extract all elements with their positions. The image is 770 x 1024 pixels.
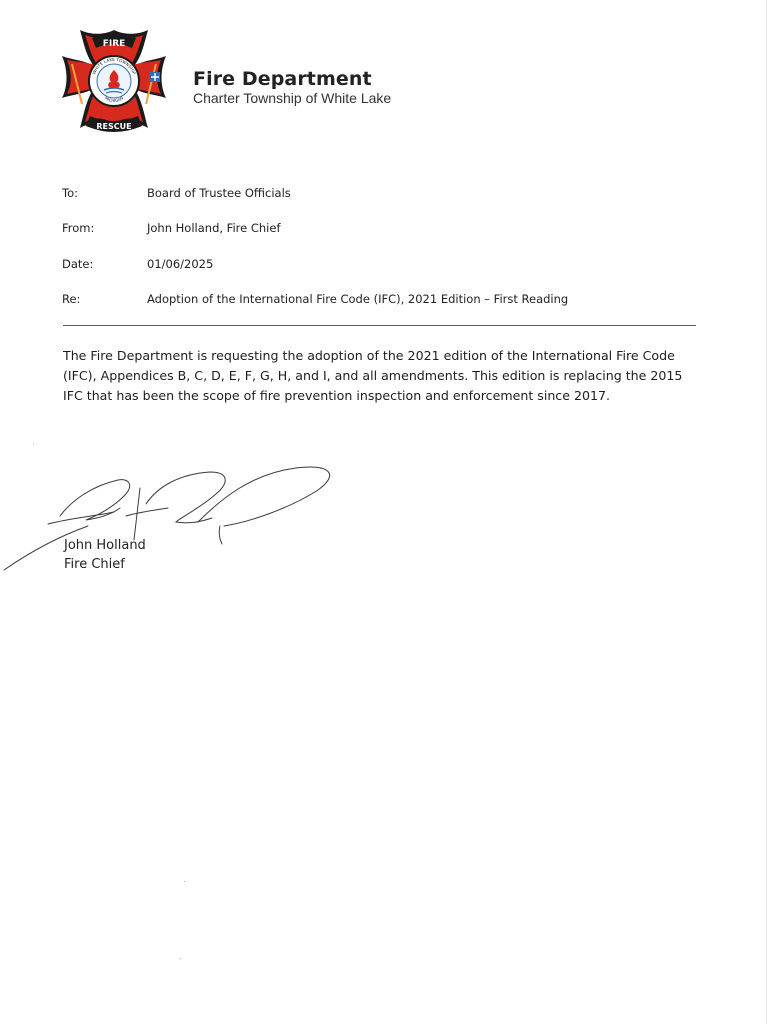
date-value: 01/06/2025 bbox=[147, 257, 214, 271]
logo-rescue-text: RESCUE bbox=[96, 122, 132, 131]
logo-ring-text: WHITE LAKE TOWNSHIP bbox=[91, 56, 137, 76]
department-name: Fire Department bbox=[193, 68, 372, 90]
handwritten-signature bbox=[0, 460, 345, 580]
from-label: From: bbox=[62, 221, 95, 235]
memo-body: The Fire Department is requesting the adoption of the 2021 edition of the International Fire Code (IFC), Appendices B, C, D, E, F, G, H, and I, and all amendments. This edition is replacing the 2015 IFC that has been the scope of fire prevention inspection and enforcement since 2017. bbox=[63, 348, 683, 403]
scan-speck bbox=[180, 958, 181, 959]
star-of-life-icon bbox=[150, 72, 160, 82]
to-value: Board of Trustee Officials bbox=[147, 186, 291, 200]
township-name: Charter Township of White Lake bbox=[193, 90, 392, 106]
re-value: Adoption of the International Fire Code (IFC), 2021 Edition – First Reading bbox=[147, 292, 569, 306]
fire-department-logo bbox=[58, 26, 170, 150]
signer-name: John Holland bbox=[64, 538, 146, 553]
scan-edge bbox=[766, 0, 767, 1024]
logo-state-text: MICHIGAN bbox=[103, 95, 125, 104]
date-label: Date: bbox=[62, 257, 94, 271]
from-value: John Holland, Fire Chief bbox=[147, 221, 281, 235]
logo-fire-text: FIRE bbox=[102, 39, 126, 49]
scan-speck bbox=[184, 881, 185, 882]
signer-title: Fire Chief bbox=[64, 557, 125, 572]
scan-speck bbox=[33, 444, 34, 445]
re-label: Re: bbox=[62, 292, 81, 306]
header-divider bbox=[63, 325, 696, 326]
to-label: To: bbox=[62, 186, 78, 200]
